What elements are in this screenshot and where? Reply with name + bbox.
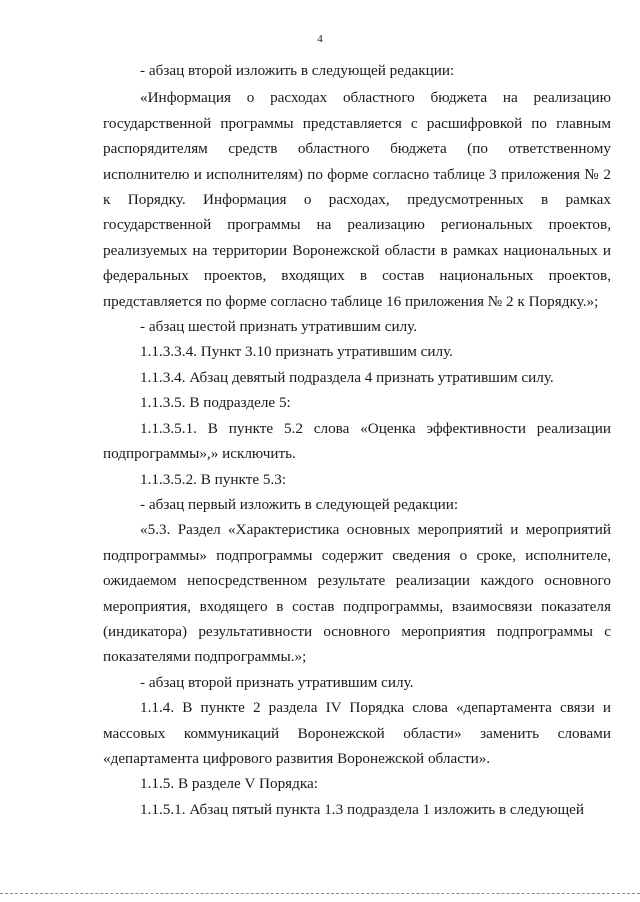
paragraph: - абзац второй признать утратившим силу. [140, 673, 414, 691]
paragraph: 1.1.4. В пункте 2 раздела IV Порядка слова «департамента связи и массовых коммуникаций Воронежской области» заменить словами «департамента цифрового развития Воронежской области». [103, 699, 611, 767]
paragraph: 1.1.3.4. Абзац девятый подраздела 4 признать утратившим силу. [140, 368, 554, 386]
document-body [103, 58, 611, 822]
paragraph: 1.1.3.3.4. Пункт 3.10 признать утратившим силу. [140, 343, 453, 361]
paragraph: 1.1.5. В разделе V Порядка: [140, 775, 319, 793]
paragraph: - абзац первый изложить в следующей редакции: [140, 495, 459, 513]
paragraph: 1.1.3.5. В подразделе 5: [140, 394, 291, 412]
paragraph: 1.1.3.5.1. В пункте 5.2 слова «Оценка эффективности реализации подпрограммы»,» исключить. [103, 419, 611, 463]
paragraph: 1.1.5.1. Абзац пятый пункта 1.3 подраздела 1 изложить в следующей [140, 800, 585, 818]
paragraph: «5.3. Раздел «Характеристика основных мероприятий и мероприятий подпрограммы» подпрограммы содержит сведения о сроке, исполнителе, ожидаемом непосредственном результате реализации каждого основного мероприятия, входящего в состав подпрограммы, взаимосвязи показателя (индикатора) результативности основного мероприятия подпрограммы с показателями подпрограммы.»; [103, 521, 611, 666]
scan-edge-divider [0, 893, 640, 894]
paragraph: «Информация о расходах областного бюджета на реализацию государственной программы представляется с расшифровкой по главным распорядителям средств областного бюджета (по ответственному исполнителю и исполнителям) по форме согласно таблице 3 приложения № 2 к Порядку. Информация о расходах, предусмотренных в рамках государственной программы на реализацию региональных проектов, реализуемых на территории Воронежской области в рамках национальных и федеральных проектов, входящих в состав национальных проектов, представляется по форме согласно таблице 16 приложения № 2 к Порядку.»; [103, 89, 611, 310]
page-number: 4 [317, 33, 323, 45]
paragraph: 1.1.3.5.2. В пункте 5.3: [140, 470, 287, 488]
paragraph: - абзац второй изложить в следующей редакции: [140, 62, 455, 79]
paragraph: - абзац шестой признать утратившим силу. [140, 318, 418, 336]
